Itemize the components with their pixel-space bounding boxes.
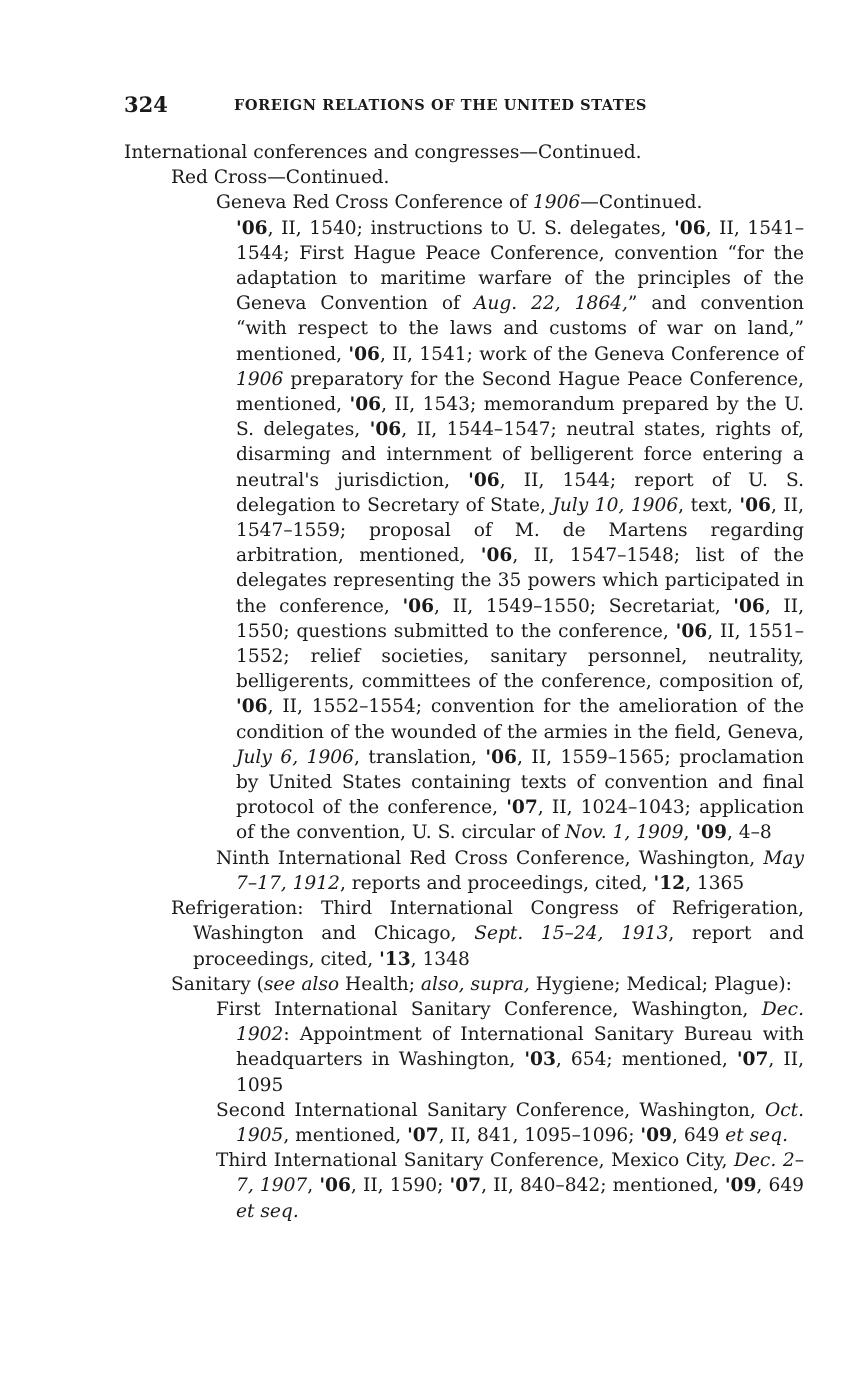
index-entry-ninth-red-cross: Ninth International Red Cross Conference, Washington, May 7–17, 1912, reports and proceedings, cited, '12, 1365 (216, 847, 804, 894)
index-subheading-geneva: Geneva Red Cross Conference of 1906—Continued. (216, 192, 703, 214)
page-number: 324 (124, 92, 168, 117)
page-header (124, 92, 804, 122)
index-heading-international-conferences: International conferences and congresses—Continued. (124, 142, 642, 163)
index-subheading-red-cross: Red Cross—Continued. (171, 167, 390, 189)
index-entry-geneva-details: '06, II, 1540; instructions to U. S. delegates, '06, II, 1541–1544; First Hague Peace Conference, convention “for the adaptation to maritime warfare of the principles of the Geneva Convention of Aug. 22, 1864,” and convention “with respect to the laws and customs of war on land,” mentioned, '06, II, 1541; work of the Geneva Conference of 1906 preparatory for the Second Hague Peace Conference, mentioned, '06, II, 1543; memorandum prepared by the U. S. delegates, '06, II, 1544–1547; neutral states, rights of, disarming and internment of belligerent force entering a neutral's jurisdiction, '06, II, 1544; report of U. S. delegation to Secretary of State, July 10, 1906, text, '06, II, 1547–1559; proposal of M. de Martens regarding arbitration, mentioned, '06, II, 1547–1548; list of the delegates representing the 35 powers which participated in the conference, '06, II, 1549–1550; Secretariat, '06, II, 1550; questions submitted to the conference, '06, II, 1551–1552; relief societies, sanitary personnel, neutrality, belligerents, committees of the conference, composition of, '06, II, 1552–1554; convention for the amelioration of the condition of the wounded of the armies in the field, Geneva, July 6, 1906, translation, '06, II, 1559–1565; proclamation by United States containing texts of convention and final protocol of the conference, '07, II, 1024–1043; application of the convention, U. S. circular of Nov. 1, 1909, '09, 4–8 (236, 217, 805, 844)
index-subheading-sanitary: Sanitary (see also Health; also, supra, Hygiene; Medical; Plague): (171, 973, 792, 995)
index-entry-third-sanitary: Third International Sanitary Conference, Mexico City, Dec. 2–7, 1907, '06, II, 1590; '07, II, 840–842; mentioned, '09, 649 et seq. (216, 1150, 804, 1222)
index-entry-first-sanitary: First International Sanitary Conference, Washington, Dec. 1902: Appointment of International Sanitary Bureau with headquarters in Washington, '03, 654; mentioned, '07, II, 1095 (216, 998, 804, 1096)
index-body (124, 140, 804, 1224)
running-title: FOREIGN RELATIONS OF THE UNITED STATES (234, 97, 647, 114)
index-entry-refrigeration: Refrigeration: Third International Congress of Refrigeration, Washington and Chicago, Sept. 15–24, 1913, report and proceedings, cited, '13, 1348 (171, 898, 804, 970)
index-entry-second-sanitary: Second International Sanitary Conference, Washington, Oct. 1905, mentioned, '07, II, 841, 1095–1096; '09, 649 et seq. (216, 1099, 804, 1146)
